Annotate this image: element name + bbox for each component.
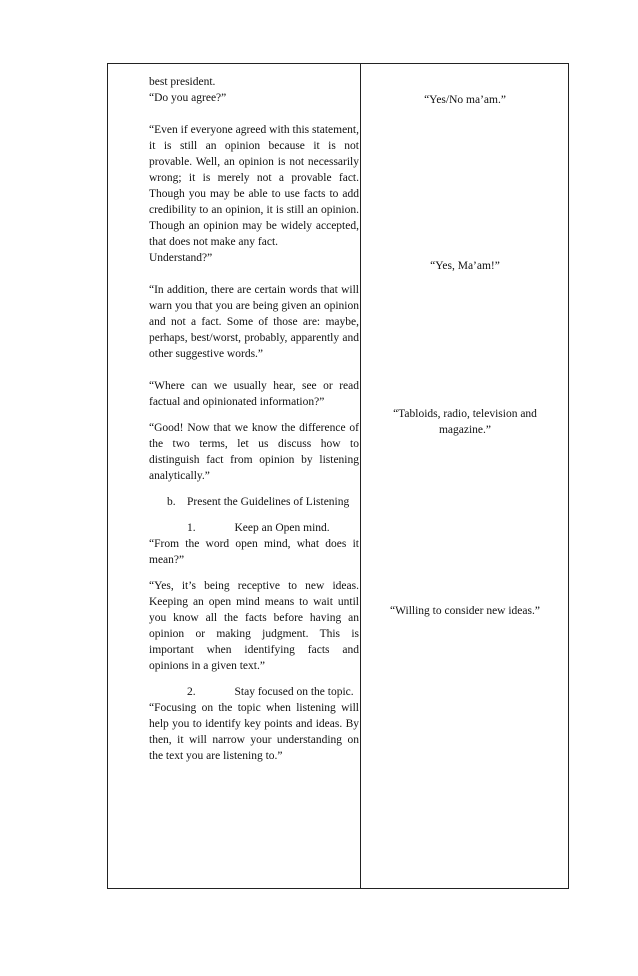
text-line: “Do you agree?” [149,92,227,104]
list-marker: b. [167,496,176,508]
item-title: Stay focused on the topic. [234,686,354,698]
paragraph: “Good! Now that we know the difference of the two terms, let us discuss how to distinguish fact from opinion by listening analytically.” [149,422,359,482]
list-text: Present the Guidelines of Listening [187,496,350,508]
teacher-column [149,74,359,764]
text-line: best president. [149,76,216,88]
item-number: 1. [187,522,196,534]
student-response: “Willing to consider new ideas.” [390,605,540,617]
text-line: Understand?” [149,252,213,264]
paragraph: “Even if everyone agreed with this statement, it is still an opinion because it is not provable. Well, an opinion is not necessarily wrong; it is merely not a provable fact. Though you may be able to use facts to add credibility to an opinion, it is still an opinion. Though an opinion may be widely accepted, that does not make any fact. [149,124,359,248]
item-title: Keep an Open mind. [234,522,330,534]
student-response: “Yes/No ma’am.” [424,94,506,106]
numbered-item [149,684,359,700]
student-response: “Yes, Ma’am!” [430,260,500,272]
paragraph: “Yes, it’s being receptive to new ideas. Keeping an open mind means to wait until you know all the facts before having an opinion or making judgment. This is important when identifying facts and opinions in a given text.” [149,580,359,672]
paragraph: “Focusing on the topic when listening will help you to identify key points and ideas. By then, it will narrow your understanding on the text you are listening to.” [149,702,359,762]
item-number: 2. [187,686,196,698]
paragraph: “Where can we usually hear, see or read factual and opinionated information?” [149,380,359,408]
guideline-heading [167,494,359,510]
paragraph: “In addition, there are certain words that will warn you that you are being given an opinion and not a fact. Some of those are: maybe, perhaps, best/worst, probably, apparently and other suggestive words.” [149,284,359,360]
paragraph: “From the word open mind, what does it mean?” [149,538,359,566]
column-divider [360,63,361,889]
numbered-item [149,520,359,536]
student-response: “Tabloids, radio, television and magazine.” [393,408,537,436]
